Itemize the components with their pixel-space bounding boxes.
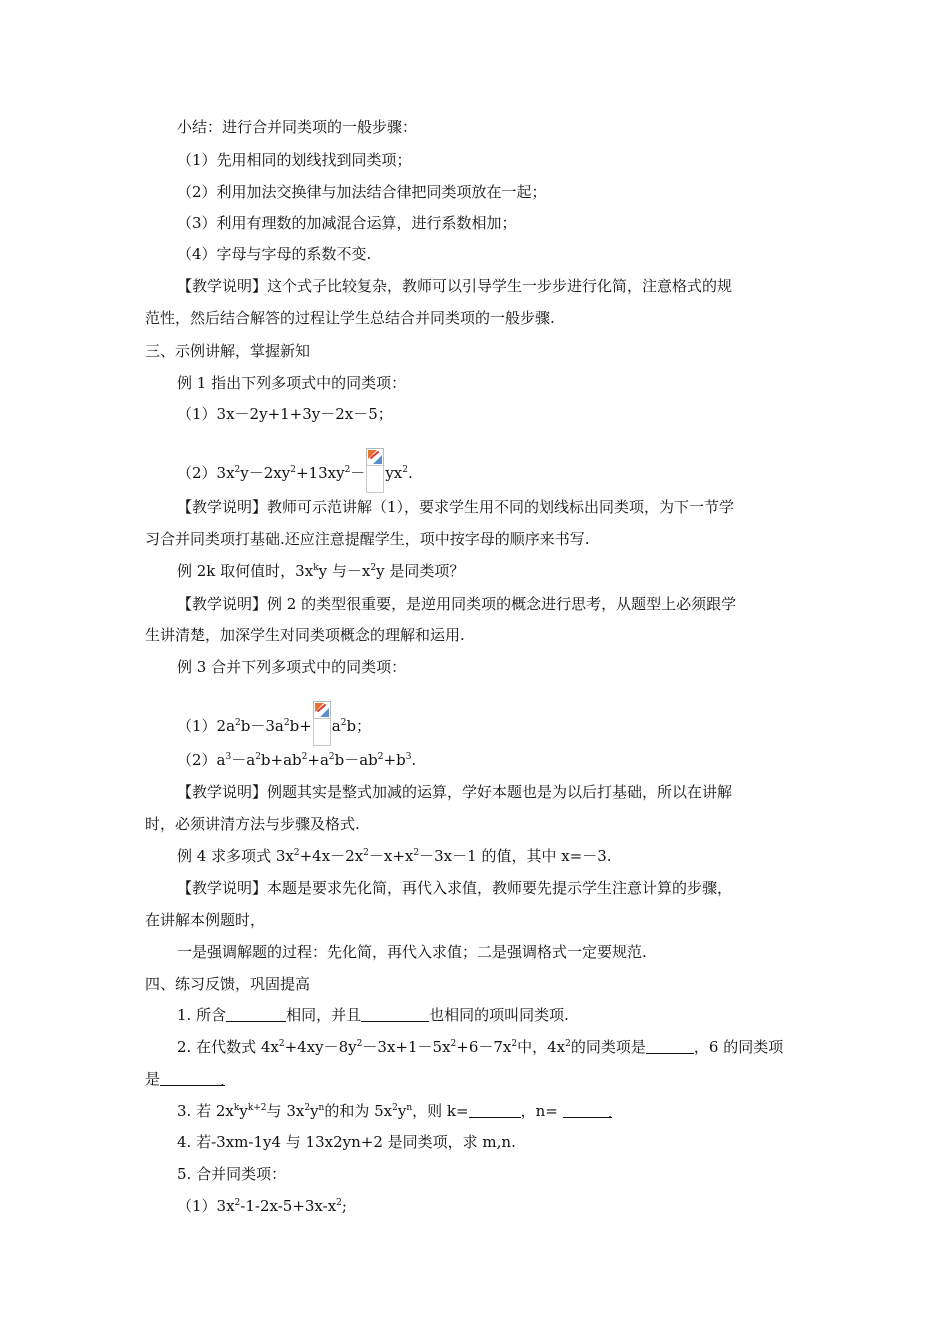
summary-note-line-1: 【教学说明】这个式子比较复杂，教师可以引导学生一步步进行化简，注意格式的规 — [177, 277, 733, 295]
exercise-5-question-1: $(1)3x^2-1-2x-5+3x-x^2$; — [177, 1197, 347, 1215]
fill-blank[interactable] — [646, 1039, 694, 1054]
section-4-heading: 四、练习反馈，巩固提高 — [145, 975, 311, 993]
summary-step-4: （4）字母与字母的系数不变. — [177, 245, 372, 263]
summary-note-line-2: 范性，然后结合解答的过程让学生总结合并同类项的一般步骤. — [145, 309, 555, 327]
example-4: 例 4 求多项式 $3x^2+4x-2x^2-x+x^2-3x-1$ 的值，其中 x=－3. — [177, 847, 612, 865]
example-2-note-line-2: 生讲清楚，加深学生对同类项概念的理解和运用. — [145, 626, 465, 644]
section-3-heading: 三、示例讲解，掌握新知 — [145, 342, 311, 360]
fill-blank[interactable] — [469, 1103, 521, 1118]
broken-image-icon — [366, 448, 384, 492]
example-3-note-line-1: 【教学说明】例题其实是整式加减的运算，学好本题也是为以后打基础，所以在讲解 — [177, 783, 733, 801]
exercise-1: 1. 所含 相同，并且 也相同的项叫同类项. — [177, 1006, 569, 1024]
example-3-note-line-2: 时，必须讲清方法与步骤及格式. — [145, 815, 360, 833]
example-3-title: 例 3 合并下列多项式中的同类项： — [177, 658, 407, 676]
exercise-5-title: 5. 合并同类项： — [177, 1165, 287, 1183]
example-2: 例 2k 取何值时，$3x^ky$ 与$-x^2y$ 是同类项？ — [177, 562, 465, 580]
exercise-3: 3. 若 $2x^ky^{k+2}$与 $3x^2y^n$的和为 $5x^2y^n$，则 k= ，n= . — [177, 1102, 613, 1122]
fill-blank[interactable] — [361, 1007, 429, 1022]
example-3-question-1: $(1)2a^2b-3a^2b+$ $a^2b$； — [177, 701, 371, 745]
exercise-2-line-1: 2. 在代数式 $4x^2+4xy-8y^2-3x+1-5x^2+6-7x^2$中，$4x^2$的同类项是 ，6 的同类项 — [177, 1038, 784, 1056]
summary-step-3: （3）利用有理数的加减混合运算，进行系数相加； — [177, 214, 517, 232]
example-1-note-line-1: 【教学说明】教师可示范讲解（1），要求学生用不同的划线标出同类项，为下一节学 — [177, 498, 735, 516]
example-4-note-line-3: 一是强调解题的过程：先化简，再代入求值；二是强调格式一定要规范. — [177, 943, 647, 961]
exercise-2-line-2: 是 . — [145, 1070, 225, 1090]
exercise-4: 4. 若-3xm-1y4 与 13x2yn+2 是同类项，求 m,n. — [177, 1133, 516, 1151]
example-1-question-1: （1）3x－2y+1+3y－2x－5； — [177, 405, 393, 423]
summary-title: 小结：进行合并同类项的一般步骤： — [177, 118, 418, 136]
example-4-note-line-2: 在讲解本例题时， — [145, 911, 266, 929]
broken-image-icon — [313, 701, 331, 745]
example-1-title: 例 1 指出下列多项式中的同类项： — [177, 374, 407, 392]
fill-blank[interactable] — [563, 1103, 608, 1118]
fill-blank[interactable] — [226, 1007, 286, 1022]
example-1-question-2: $(2)3x^2y-2xy^2+13xy^2-$ $yx^2$. — [177, 448, 413, 492]
example-1-note-line-2: 习合并同类项打基础.还应注意提醒学生，项中按字母的顺序来书写. — [145, 530, 590, 548]
summary-step-1: （1）先用相同的划线找到同类项； — [177, 151, 412, 169]
summary-step-2: （2）利用加法交换律与加法结合律把同类项放在一起； — [177, 183, 547, 201]
example-2-note-line-1: 【教学说明】例 2 的类型很重要，是逆用同类项的概念进行思考，从题型上必须跟学 — [177, 595, 737, 613]
example-3-question-2: $(2)a^3-a^2b+ab^2+a^2b-ab^2+b^3$. — [177, 751, 417, 769]
fill-blank[interactable] — [160, 1071, 220, 1086]
example-4-note-line-1: 【教学说明】本题是要求先化简，再代入求值，教师要先提示学生注意计算的步骤， — [177, 879, 733, 897]
